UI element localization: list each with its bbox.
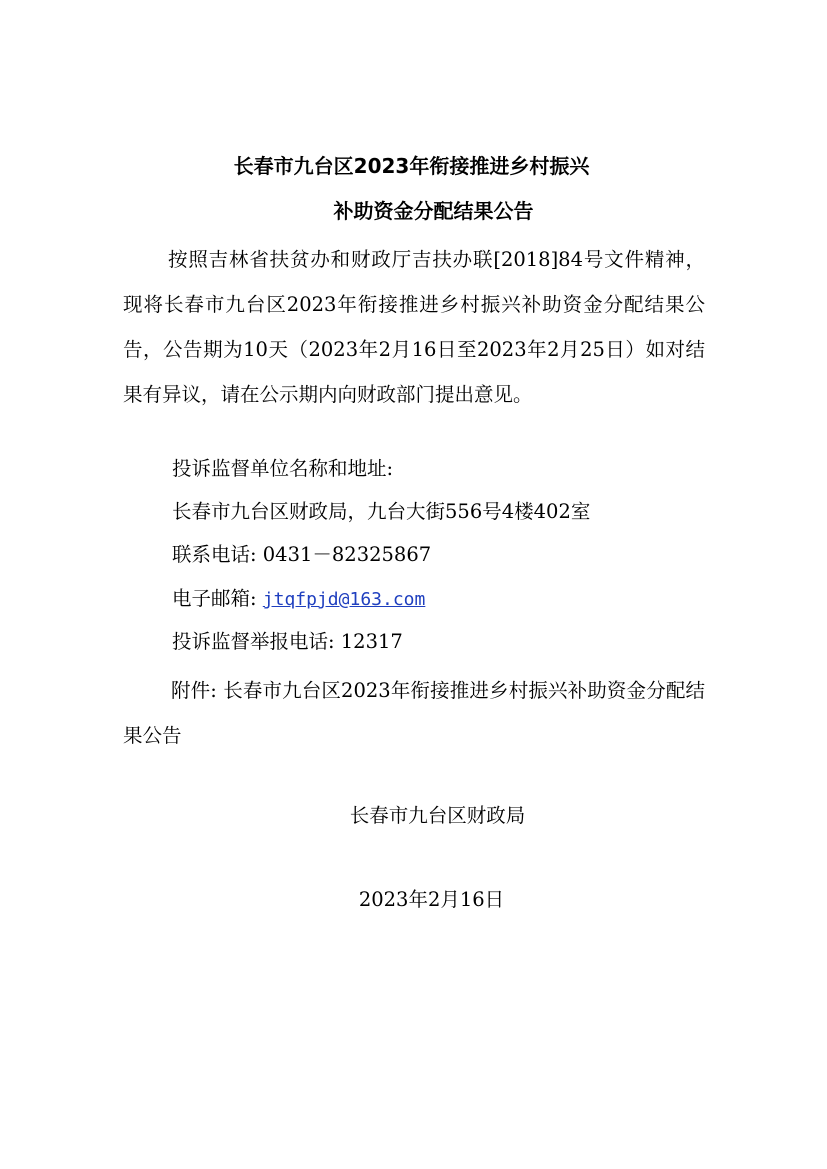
contact-phone: 联系电话: 0431－82325867 (172, 543, 432, 566)
complaint-hotline: 投诉监督举报电话: 12317 (172, 630, 403, 653)
announcement-body: 按照吉林省扶贫办和财政厅吉扶办联[2018]84号文件精神，现将长春市九台区2023年衔接推进乡村振兴补助资金分配结果公告，公告期为10天（2023年2月16日至2023年2月25日）如对结果有异议，请在公示期内向财政部门提出意见。 (123, 248, 705, 406)
complaint-unit-address: 长春市九台区财政局，九台大街556号4楼402室 (172, 500, 591, 523)
document-title-line-1: 长春市九台区2023年衔接推进乡村振兴 (233, 154, 590, 178)
email-label: 电子邮箱: (172, 587, 263, 610)
document-title-line-2: 补助资金分配结果公告 (333, 199, 534, 223)
signature-organization: 长春市九台区财政局 (349, 804, 526, 827)
attachment-note: 附件: 长春市九台区2023年衔接推进乡村振兴补助资金分配结果公告 (123, 679, 705, 747)
signature-date: 2023年2月16日 (358, 888, 505, 911)
complaint-unit-label: 投诉监督单位名称和地址: (172, 457, 394, 480)
email-link[interactable]: jtqfpjd@163.com (262, 589, 426, 610)
email-line (172, 586, 425, 613)
